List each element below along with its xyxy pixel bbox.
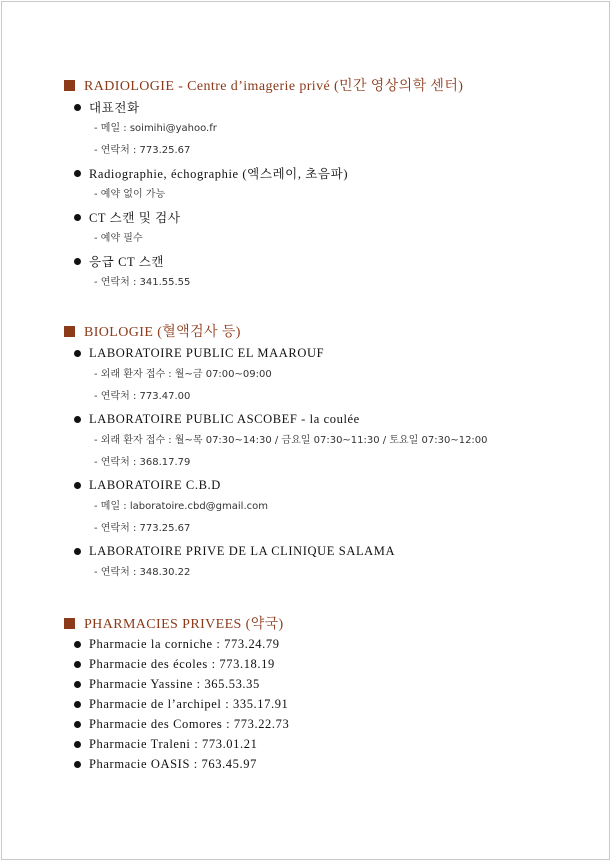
bullet-icon <box>74 701 81 708</box>
bullet-icon <box>74 416 81 423</box>
bullet-icon <box>74 214 81 221</box>
pharmacy-item <box>74 654 289 674</box>
bullet-icon <box>74 761 81 768</box>
item-detail: - 연락처 : 348.30.22 <box>94 567 191 578</box>
item-label: Pharmacie de l’archipel : 335.17.91 <box>89 696 289 711</box>
list-item <box>74 206 463 228</box>
item-detail: - 메일 : soimihi@yahoo.fr <box>94 123 217 134</box>
bullet-icon <box>74 741 81 748</box>
pharmacy-item <box>74 734 289 754</box>
bullet-icon <box>74 548 81 555</box>
pharmacy-item <box>74 714 289 734</box>
section-title: PHARMACIES PRIVEES (약국) <box>84 617 284 632</box>
item-label: LABORATOIRE C.B.D <box>89 477 221 492</box>
section-pharmacies <box>64 612 289 774</box>
item-label: 대표전화 <box>89 101 140 115</box>
item-label: Pharmacie des écoles : 773.18.19 <box>89 656 275 671</box>
item-label: Pharmacie la corniche : 773.24.79 <box>89 636 280 651</box>
pharmacy-item <box>74 694 289 714</box>
item-detail: - 연락처 : 368.17.79 <box>94 457 191 468</box>
list-item <box>74 540 488 562</box>
item-detail: - 연락처 : 773.25.67 <box>94 523 191 534</box>
square-bullet-icon <box>64 80 75 91</box>
item-label: 응급 CT 스캔 <box>89 255 165 269</box>
bullet-icon <box>74 641 81 648</box>
section-title: RADIOLOGIE - Centre d’imagerie privé (민간 영상의학 센터) <box>84 79 464 94</box>
list-item <box>74 474 488 496</box>
bullet-icon <box>74 350 81 357</box>
item-label: Pharmacie OASIS : 763.45.97 <box>89 756 257 771</box>
pharmacy-item <box>74 754 289 774</box>
section-heading <box>64 320 488 342</box>
pharmacy-item <box>74 674 289 694</box>
bullet-icon <box>74 721 81 728</box>
section-biologie <box>64 320 488 584</box>
list-item <box>74 162 463 184</box>
square-bullet-icon <box>64 618 75 629</box>
item-detail: - 메일 : laboratoire.cbd@gmail.com <box>94 501 268 512</box>
bullet-icon <box>74 482 81 489</box>
section-heading <box>64 612 289 634</box>
item-detail: - 예약 필수 <box>94 233 143 244</box>
item-detail: - 연락처 : 341.55.55 <box>94 277 191 288</box>
item-label: CT 스캔 및 검사 <box>89 211 181 225</box>
item-detail: - 연락처 : 773.47.00 <box>94 391 191 402</box>
list-item <box>74 250 463 272</box>
item-detail: - 연락처 : 773.25.67 <box>94 145 191 156</box>
item-detail: - 외래 환자 접수 : 월~금 07:00~09:00 <box>94 369 272 380</box>
section-radiologie <box>64 74 463 294</box>
bullet-icon <box>74 661 81 668</box>
document-page <box>1 1 610 860</box>
item-label: Radiographie, échographie (엑스레이, 초음파) <box>89 167 349 181</box>
list-item <box>74 96 463 118</box>
item-detail: - 외래 환자 접수 : 월~목 07:30~14:30 / 금요일 07:30~11:30 / 토요일 07:30~12:00 <box>94 435 488 446</box>
item-label: LABORATOIRE PRIVE DE LA CLINIQUE SALAMA <box>89 543 396 558</box>
item-label: Pharmacie Yassine : 365.53.35 <box>89 676 260 691</box>
section-heading <box>64 74 463 96</box>
pharmacy-item <box>74 634 289 654</box>
item-detail: - 예약 없이 가능 <box>94 189 166 200</box>
bullet-icon <box>74 104 81 111</box>
bullet-icon <box>74 258 81 265</box>
item-label: Pharmacie des Comores : 773.22.73 <box>89 716 290 731</box>
bullet-icon <box>74 681 81 688</box>
square-bullet-icon <box>64 326 75 337</box>
item-label: LABORATOIRE PUBLIC ASCOBEF - la coulée <box>89 411 360 426</box>
list-item <box>74 408 488 430</box>
section-title: BIOLOGIE (혈액검사 등) <box>84 325 241 340</box>
item-label: LABORATOIRE PUBLIC EL MAAROUF <box>89 345 325 360</box>
bullet-icon <box>74 170 81 177</box>
item-label: Pharmacie Traleni : 773.01.21 <box>89 736 258 751</box>
list-item <box>74 342 488 364</box>
